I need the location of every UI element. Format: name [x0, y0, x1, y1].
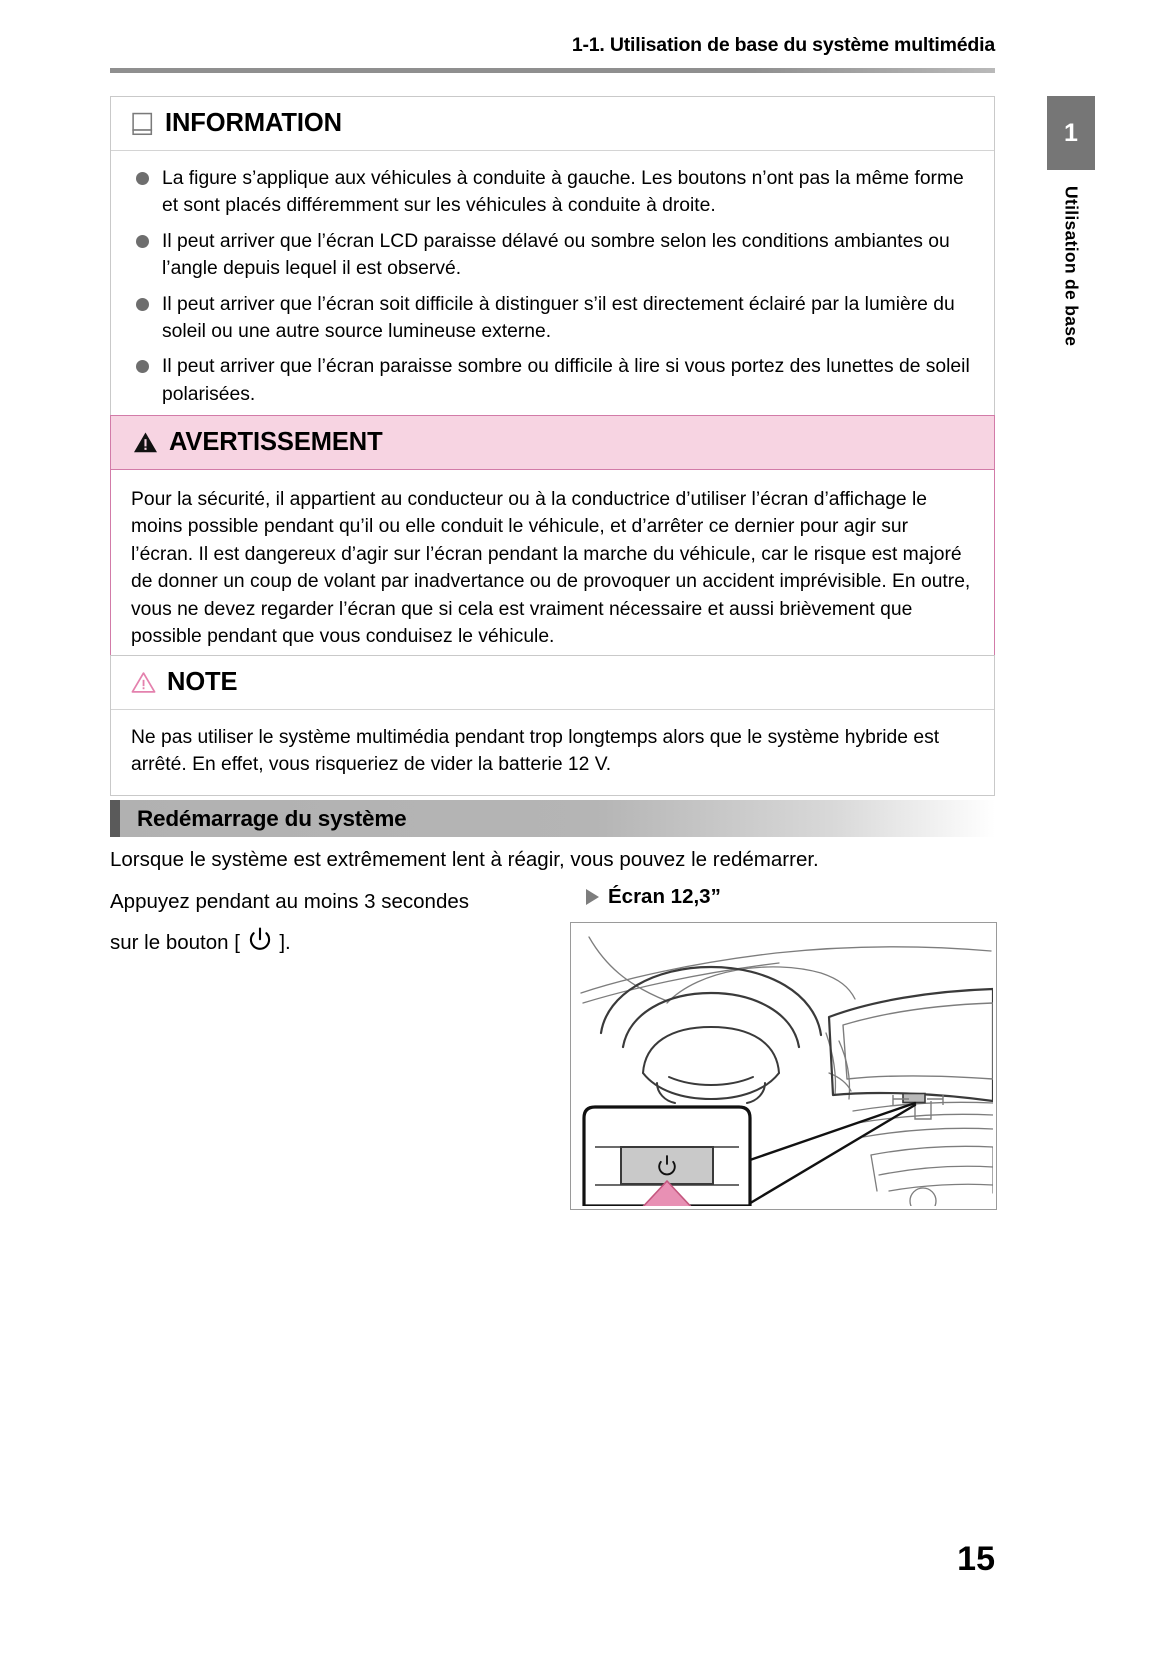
section-intro-text: Lorsque le système est extrêmement lent à réagir, vous pouvez le redémarrer.	[110, 848, 819, 871]
section-heading-band	[110, 800, 995, 837]
instruction-line-2-suffix: ].	[279, 931, 291, 954]
warning-box-body: Pour la sécurité, il appartient au conducteur ou à la conductrice d’utiliser l’écran d’affichage le moins possible pendant qu’il ou elle conduit le véhicule, et d’arrêter ce dernier pour agir sur l’écran. Il est dangereux d’agir sur l’écran pendant la marche du véhicule, car le risque est majoré de donner un coup de volant par inadvertance ou de provoquer un accident imprévisible. En outre, vous ne devez regarder l’écran que si cela est vraiment nécessaire et aussi brièvement que possible pendant que vous conduisez le véhicule.	[131, 489, 971, 647]
warning-box-header	[111, 416, 994, 470]
information-bullet-list	[131, 165, 972, 408]
warning-triangle-icon	[133, 431, 158, 454]
power-symbol-icon	[246, 926, 274, 954]
list-item: Il peut arriver que l’écran LCD paraisse délavé ou sombre selon les conditions ambiantes ou l’angle depuis lequel il est observé.	[131, 228, 972, 283]
figure-caption-text: Écran 12,3”	[608, 885, 721, 908]
running-header: 1-1. Utilisation de base du système multimédia	[571, 34, 995, 56]
caution-triangle-icon	[131, 671, 156, 694]
note-box-header	[111, 656, 994, 710]
list-item: La figure s’applique aux véhicules à conduite à gauche. Les boutons n’ont pas la même forme et sont placés différemment sur les véhicules à conduite à droite.	[131, 165, 972, 220]
page-number: 15	[957, 1540, 995, 1578]
note-box	[110, 655, 995, 796]
section-instruction-text	[110, 881, 550, 963]
header-rule	[110, 68, 995, 73]
figure-caption	[586, 885, 721, 909]
section-heading-text: Redémarrage du système	[137, 805, 407, 831]
instruction-line-1: Appuyez pendant au moins 3 secondes	[110, 890, 470, 913]
warning-box	[110, 415, 995, 669]
book-icon	[131, 112, 154, 136]
triangle-right-icon	[586, 889, 599, 905]
chapter-thumb-tab	[1047, 96, 1095, 170]
instruction-line-2-prefix: sur le bouton [	[110, 931, 240, 954]
information-box-title: INFORMATION	[165, 109, 342, 137]
chapter-number: 1	[1064, 118, 1078, 147]
information-box	[110, 96, 995, 425]
warning-box-title: AVERTISSEMENT	[169, 428, 383, 456]
note-box-title: NOTE	[167, 668, 238, 696]
information-box-body	[111, 151, 994, 424]
note-box-body: Ne pas utiliser le système multimédia pendant trop longtemps alors que le système hybride est arrêté. En effet, vous risqueriez de vider la batterie 12 V.	[131, 727, 940, 776]
car-dashboard-illustration	[570, 922, 997, 1210]
list-item: Il peut arriver que l’écran soit difficile à distinguer s’il est directement éclairé par la lumière du soleil ou une autre source lumineuse externe.	[131, 291, 972, 346]
list-item: Il peut arriver que l’écran paraisse sombre ou difficile à lire si vous portez des lunettes de soleil polarisées.	[131, 353, 972, 408]
chapter-thumb-label: Utilisation de base	[1061, 186, 1082, 347]
information-box-header	[111, 97, 994, 151]
